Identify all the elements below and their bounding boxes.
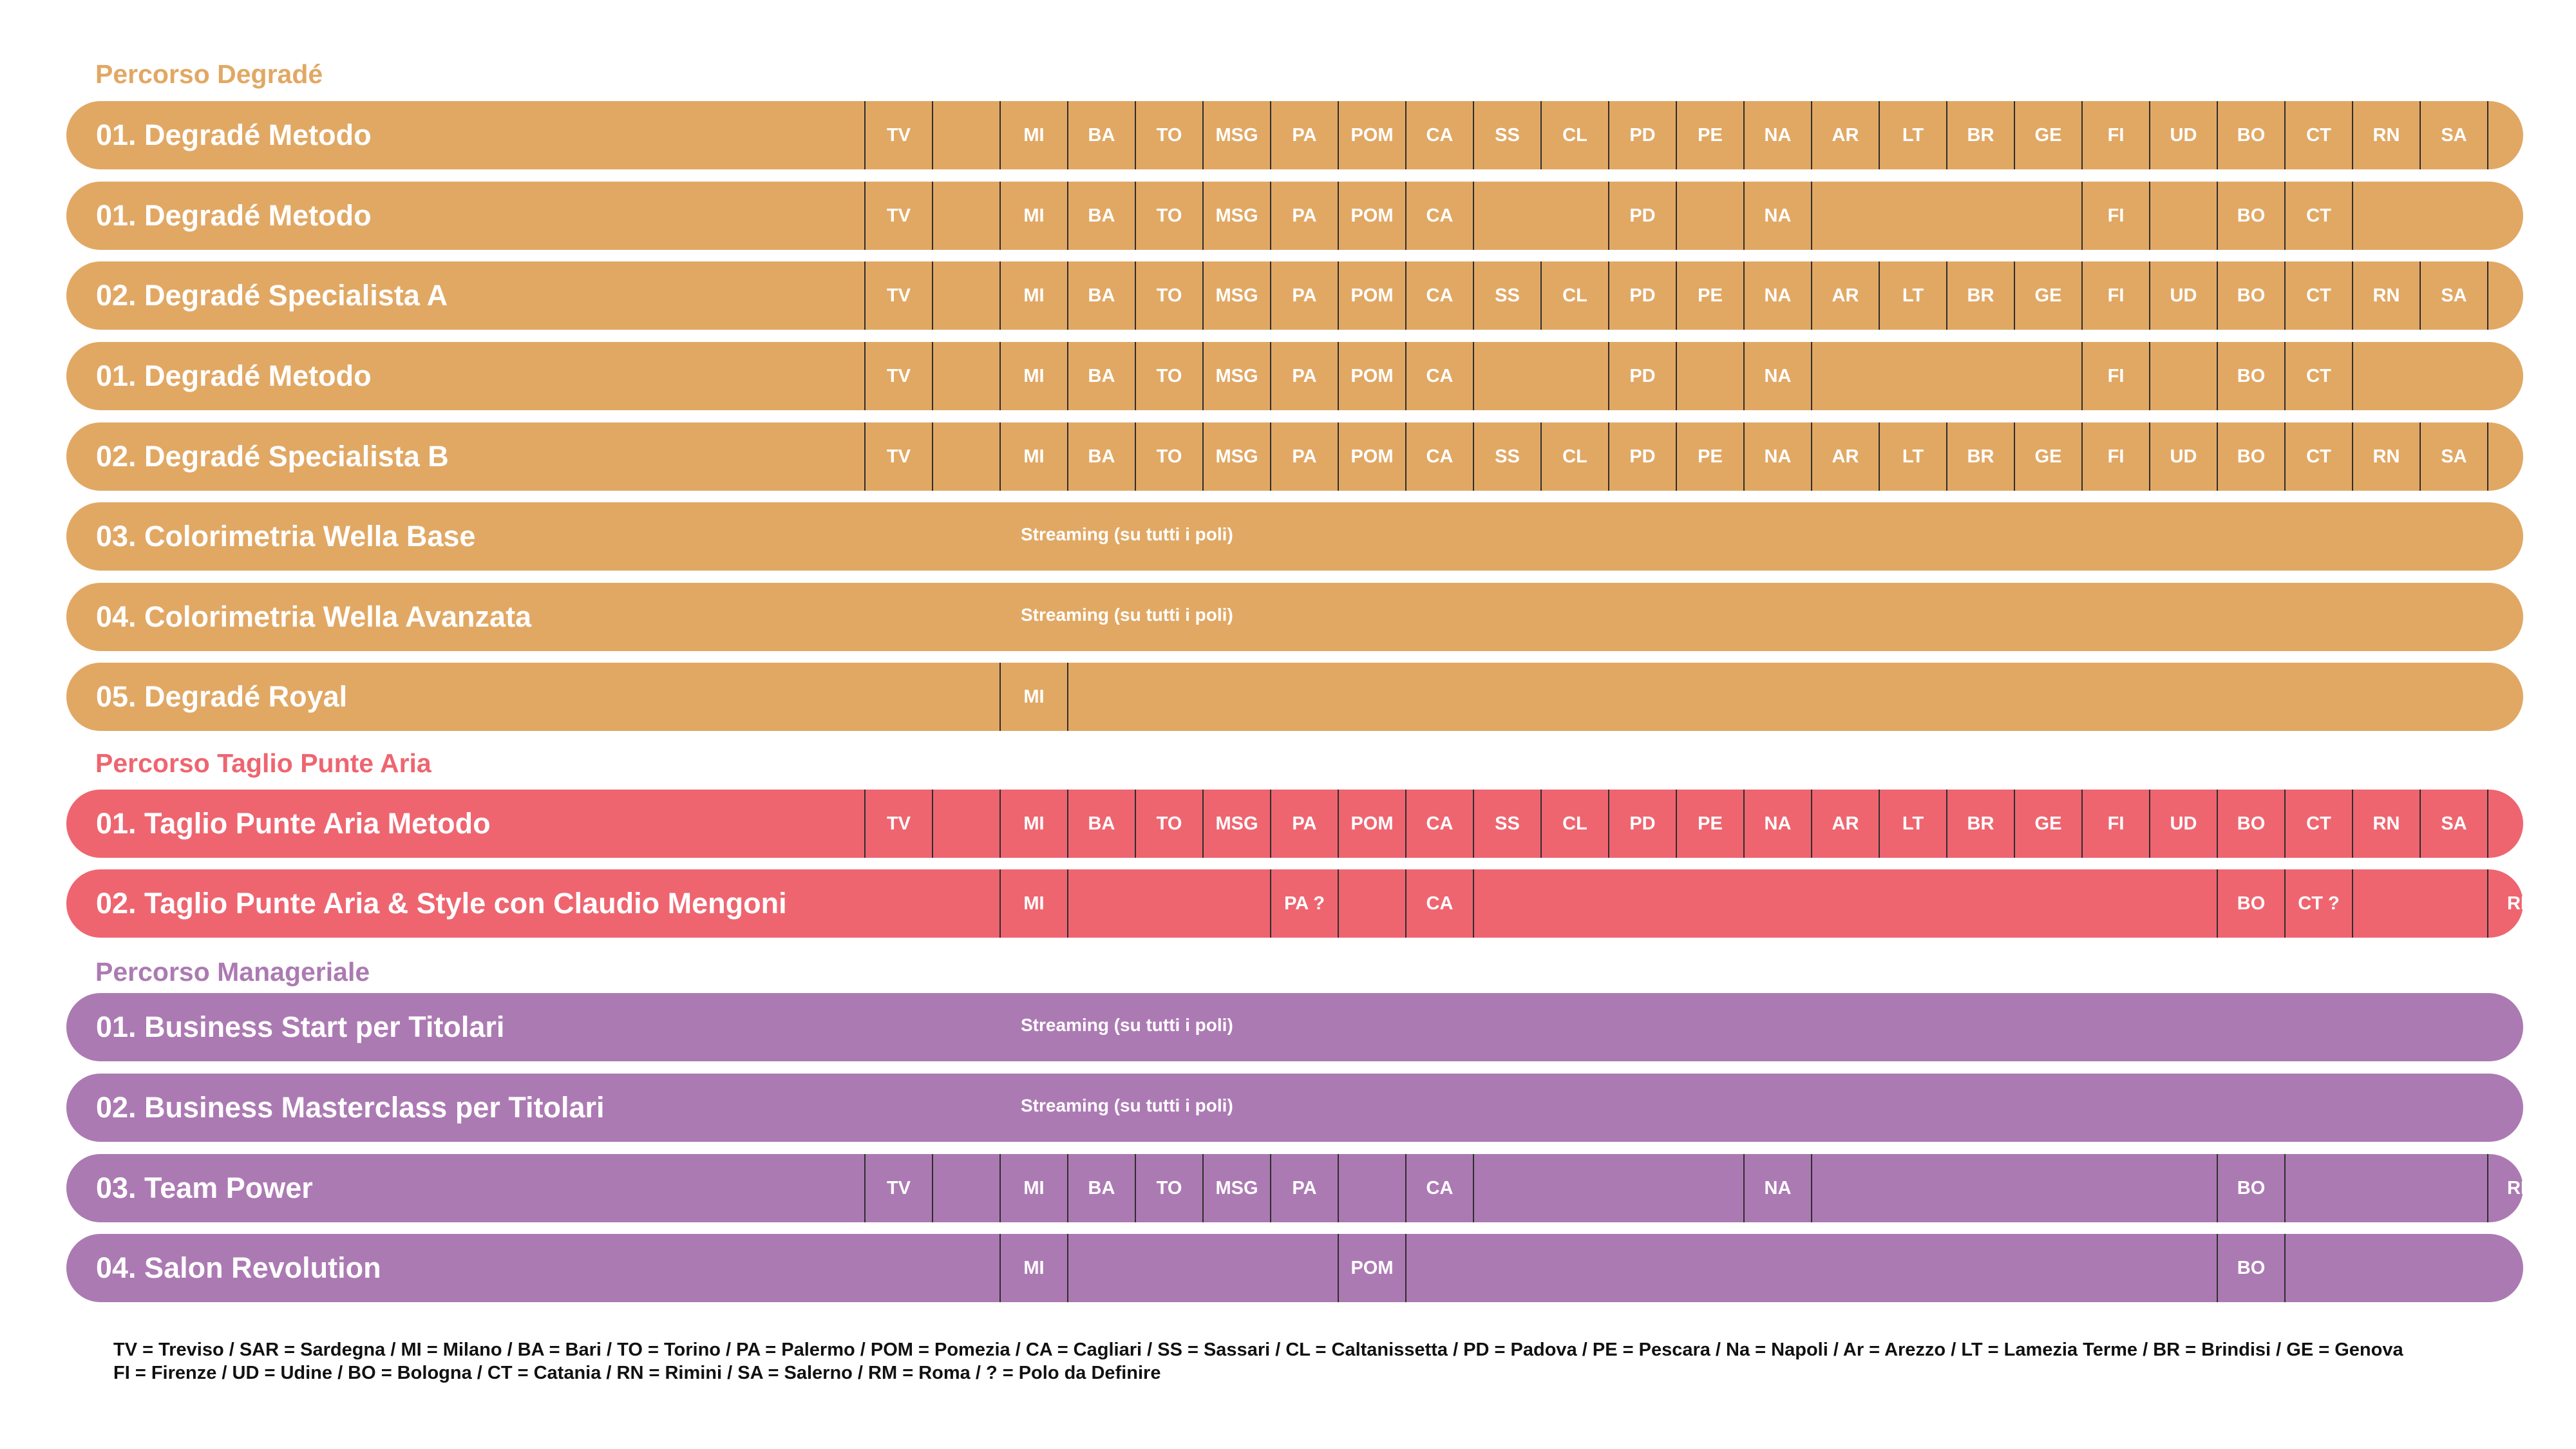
location-cell: LT: [1902, 285, 1924, 306]
location-cell: NA: [1764, 446, 1792, 467]
legend-line-1: TV = Treviso / SAR = Sardegna / MI = Milano / BA = Bari / TO = Torino / PA = Palermo / POM = Pomezia / CA = Cagliari / SS = Sassari / CL = Caltanissetta / PD = Padova / PE = Pescara / Na = Napoli / Ar = Arezzo / LT = Lamezia Terme / BR = Brindisi / GE = Genova: [113, 1340, 2403, 1360]
course-row: [66, 993, 2523, 1061]
location-cell: TV: [886, 125, 911, 146]
location-cell: BO: [2237, 205, 2266, 226]
course-title: 02. Taglio Punte Aria & Style con Claudio Mengoni: [96, 887, 787, 920]
location-cell: CL: [1562, 813, 1587, 834]
location-cell: AR: [1832, 446, 1859, 467]
location-cell: SA: [2441, 125, 2467, 146]
location-cell: CT ?: [2298, 893, 2340, 914]
location-cell: MI: [1023, 125, 1045, 146]
location-cell: UD: [2170, 813, 2197, 834]
course-title: 04. Salon Revolution: [96, 1251, 381, 1284]
location-cell: SS: [1495, 446, 1520, 467]
location-cell: CT: [2306, 125, 2331, 146]
location-cell: NA: [1764, 125, 1792, 146]
location-cell: POM: [1350, 366, 1394, 386]
location-cell: BO: [2237, 1258, 2266, 1278]
location-cell: PE: [1698, 446, 1723, 467]
section-title: Percorso Degradé: [95, 59, 323, 89]
location-cell: AR: [1832, 813, 1859, 834]
location-cell: AR: [1832, 125, 1859, 146]
streaming-note: Streaming (su tutti i poli): [1021, 605, 1233, 625]
location-cell: PD: [1629, 125, 1656, 146]
location-cell: CA: [1426, 446, 1454, 467]
course-title: 02. Degradé Specialista A: [96, 279, 448, 312]
location-cell: MI: [1023, 1258, 1045, 1278]
location-cell: CA: [1426, 205, 1454, 226]
location-cell: SA: [2441, 285, 2467, 306]
course-title: 02. Degradé Specialista B: [96, 440, 449, 473]
streaming-note: Streaming (su tutti i poli): [1021, 524, 1233, 544]
location-cell: MI: [1023, 446, 1045, 467]
course-row: [66, 502, 2523, 571]
location-cell: MI: [1023, 687, 1045, 707]
location-cell: MSG: [1215, 366, 1258, 386]
location-cell: BR: [1967, 813, 1994, 834]
location-cell: CL: [1562, 125, 1587, 146]
location-cell: PA: [1292, 125, 1317, 146]
location-cell: PA: [1292, 285, 1317, 306]
location-cell: RN: [2372, 285, 2400, 306]
location-cell: SS: [1495, 285, 1520, 306]
location-cell: CA: [1426, 366, 1454, 386]
location-cell: BO: [2237, 446, 2266, 467]
course-row: [66, 1154, 2537, 1222]
location-cell: TV: [886, 813, 911, 834]
location-cell: POM: [1350, 125, 1394, 146]
location-cell: TO: [1156, 205, 1182, 226]
location-cell: PD: [1629, 205, 1656, 226]
course-title: 03. Team Power: [96, 1171, 313, 1204]
location-cell: MSG: [1215, 1178, 1258, 1198]
course-row: [66, 869, 2537, 938]
course-row: [66, 583, 2523, 651]
location-cell: TO: [1156, 1178, 1182, 1198]
location-cell: CA: [1426, 125, 1454, 146]
location-cell: PD: [1629, 813, 1656, 834]
location-cell: TO: [1156, 813, 1182, 834]
location-cell: BA: [1088, 205, 1115, 226]
location-cell: MI: [1023, 285, 1045, 306]
course-title: 05. Degradé Royal: [96, 680, 348, 713]
location-cell: MI: [1023, 893, 1045, 914]
location-cell: BA: [1088, 125, 1115, 146]
location-cell: NA: [1764, 813, 1792, 834]
course-title: 01. Taglio Punte Aria Metodo: [96, 807, 491, 840]
location-cell: PA: [1292, 1178, 1317, 1198]
location-cell: AR: [1832, 285, 1859, 306]
location-cell: PA: [1292, 366, 1317, 386]
location-cell: BR: [1967, 125, 1994, 146]
course-row: [66, 1234, 2523, 1302]
streaming-note: Streaming (su tutti i poli): [1021, 1015, 1233, 1035]
location-cell: NA: [1764, 285, 1792, 306]
location-cell: TV: [886, 1178, 911, 1198]
location-cell: TV: [886, 285, 911, 306]
course-row: [66, 663, 2523, 731]
location-cell: POM: [1350, 1258, 1394, 1278]
location-cell: PA: [1292, 205, 1317, 226]
location-cell: TO: [1156, 285, 1182, 306]
course-title: 03. Colorimetria Wella Base: [96, 520, 476, 553]
location-cell: FI: [2107, 446, 2125, 467]
location-cell: UD: [2170, 125, 2197, 146]
course-title: 04. Colorimetria Wella Avanzata: [96, 600, 532, 633]
location-cell: CA: [1426, 813, 1454, 834]
location-cell: POM: [1350, 446, 1394, 467]
location-cell: PA ?: [1284, 893, 1325, 914]
location-cell: RM: [2506, 893, 2537, 914]
location-cell: NA: [1764, 366, 1792, 386]
location-cell: FI: [2107, 125, 2125, 146]
location-cell: PD: [1629, 285, 1656, 306]
location-cell: MI: [1023, 813, 1045, 834]
location-cell: FI: [2107, 285, 2125, 306]
streaming-note: Streaming (su tutti i poli): [1021, 1095, 1233, 1115]
course-row: [66, 261, 2523, 330]
location-cell: FI: [2107, 813, 2125, 834]
location-cell: CL: [1562, 285, 1587, 306]
location-cell: SS: [1495, 125, 1520, 146]
location-cell: RN: [2372, 125, 2400, 146]
location-cell: BA: [1088, 1178, 1115, 1198]
location-cell: SA: [2441, 813, 2467, 834]
location-cell: PA: [1292, 446, 1317, 467]
location-cell: TV: [886, 446, 911, 467]
location-cell: RN: [2372, 813, 2400, 834]
course-title: 01. Degradé Metodo: [96, 199, 372, 232]
location-cell: SS: [1495, 813, 1520, 834]
location-cell: UD: [2170, 446, 2197, 467]
location-cell: BO: [2237, 813, 2266, 834]
location-cell: BA: [1088, 446, 1115, 467]
section-title: Percorso Taglio Punte Aria: [95, 748, 431, 778]
location-cell: MI: [1023, 366, 1045, 386]
location-cell: UD: [2170, 285, 2197, 306]
location-cell: CT: [2306, 205, 2331, 226]
location-cell: CL: [1562, 446, 1587, 467]
location-cell: TV: [886, 205, 911, 226]
location-cell: NA: [1764, 1178, 1792, 1198]
location-cell: RN: [2372, 446, 2400, 467]
course-row: [66, 1074, 2523, 1142]
course-title: 02. Business Masterclass per Titolari: [96, 1091, 605, 1124]
location-cell: TO: [1156, 446, 1182, 467]
location-cell: BA: [1088, 285, 1115, 306]
location-cell: CA: [1426, 893, 1454, 914]
location-cell: BR: [1967, 446, 1994, 467]
location-cell: LT: [1902, 446, 1924, 467]
location-cell: MSG: [1215, 205, 1258, 226]
location-cell: RM: [2506, 1178, 2537, 1198]
course-row: [66, 790, 2523, 858]
location-cell: MI: [1023, 1178, 1045, 1198]
location-cell: CA: [1426, 285, 1454, 306]
location-cell: PA: [1292, 813, 1317, 834]
location-cell: SA: [2441, 446, 2467, 467]
location-cell: POM: [1350, 205, 1394, 226]
location-cell: CT: [2306, 366, 2331, 386]
location-cell: PE: [1698, 813, 1723, 834]
location-cell: BO: [2237, 1178, 2266, 1198]
location-cell: NA: [1764, 205, 1792, 226]
location-cell: CA: [1426, 1178, 1454, 1198]
location-cell: GE: [2034, 285, 2062, 306]
course-row: [66, 422, 2523, 491]
location-cell: CT: [2306, 446, 2331, 467]
location-cell: MI: [1023, 205, 1045, 226]
course-row: [66, 342, 2523, 410]
location-cell: PE: [1698, 285, 1723, 306]
location-cell: BA: [1088, 813, 1115, 834]
location-cell: POM: [1350, 285, 1394, 306]
legend-line-2: FI = Firenze / UD = Udine / BO = Bologna / CT = Catania / RN = Rimini / SA = Salerno / RM = Roma / ? = Polo da Definire: [113, 1363, 1161, 1383]
location-cell: BO: [2237, 285, 2266, 306]
location-cell: LT: [1902, 125, 1924, 146]
location-cell: GE: [2034, 813, 2062, 834]
location-cell: FI: [2107, 205, 2125, 226]
location-cell: TV: [886, 366, 911, 386]
location-cell: CT: [2306, 813, 2331, 834]
location-cell: GE: [2034, 125, 2062, 146]
location-cell: BO: [2237, 893, 2266, 914]
location-cell: TO: [1156, 366, 1182, 386]
location-cell: CT: [2306, 285, 2331, 306]
location-cell: LT: [1902, 813, 1924, 834]
course-title: 01. Degradé Metodo: [96, 118, 372, 151]
location-cell: PD: [1629, 366, 1656, 386]
location-cell: BO: [2237, 125, 2266, 146]
course-title: 01. Business Start per Titolari: [96, 1010, 505, 1043]
location-cell: MSG: [1215, 446, 1258, 467]
course-row: [66, 101, 2523, 169]
location-cell: FI: [2107, 366, 2125, 386]
location-cell: MSG: [1215, 125, 1258, 146]
location-cell: MSG: [1215, 813, 1258, 834]
location-cell: MSG: [1215, 285, 1258, 306]
course-title: 01. Degradé Metodo: [96, 359, 372, 392]
location-cell: POM: [1350, 813, 1394, 834]
location-cell: TO: [1156, 125, 1182, 146]
location-cell: PD: [1629, 446, 1656, 467]
location-cell: BA: [1088, 366, 1115, 386]
location-cell: BO: [2237, 366, 2266, 386]
section-title: Percorso Manageriale: [95, 957, 370, 987]
location-cell: PE: [1698, 125, 1723, 146]
course-row: [66, 182, 2523, 250]
location-cell: GE: [2034, 446, 2062, 467]
location-cell: BR: [1967, 285, 1994, 306]
